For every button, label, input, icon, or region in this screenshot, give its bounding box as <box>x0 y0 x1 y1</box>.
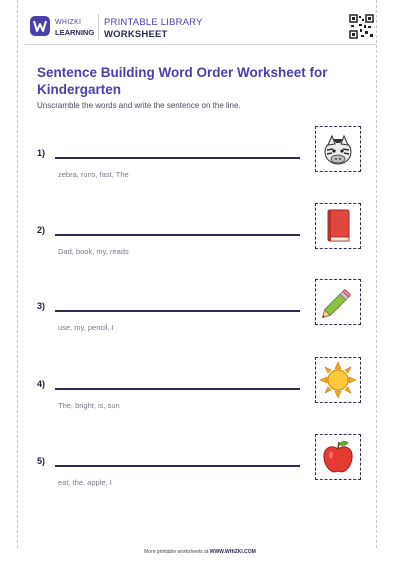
answer-line[interactable] <box>55 388 300 390</box>
answer-line[interactable] <box>55 310 300 312</box>
question-item <box>0 148 400 208</box>
footer-link[interactable]: WWW.WHIZKI.COM <box>209 549 256 555</box>
zebra-icon <box>319 130 357 168</box>
instructions: Unscramble the words and write the sentence on the line. <box>37 101 241 110</box>
footer-text: More printable worksheets at <box>144 549 209 555</box>
question-number: 3) <box>37 301 46 311</box>
worksheet-label: WORKSHEET <box>104 29 168 40</box>
book-icon <box>319 207 357 245</box>
question-number: 4) <box>37 379 46 389</box>
answer-line[interactable] <box>55 234 300 236</box>
scrambled-words: eat, the, apple, I <box>58 478 112 487</box>
picture-box <box>315 434 361 480</box>
picture-box <box>315 279 361 325</box>
footer <box>0 549 400 555</box>
question-number: 1) <box>37 148 46 158</box>
pencil-icon <box>319 283 357 321</box>
qr-code-icon <box>349 14 374 39</box>
header-divider <box>98 14 99 40</box>
library-label: PRINTABLE LIBRARY <box>104 17 203 28</box>
question-item <box>0 379 400 439</box>
brand-name: WHIZKI <box>55 19 82 26</box>
question-item <box>0 301 400 361</box>
whizki-logo-icon <box>30 16 50 36</box>
picture-box <box>315 357 361 403</box>
picture-box <box>315 126 361 172</box>
apple-icon <box>319 438 357 476</box>
answer-line[interactable] <box>55 465 300 467</box>
worksheet-title: Sentence Building Word Order Worksheet for Kindergarten <box>37 65 328 97</box>
scrambled-words: use, my, pencil, I <box>58 323 114 332</box>
picture-box <box>315 203 361 249</box>
sun-icon <box>319 361 357 399</box>
brand-subname: LEARNING <box>55 28 95 37</box>
header-rule <box>24 44 376 45</box>
scrambled-words: Dad, book, my, reads <box>58 247 129 256</box>
answer-line[interactable] <box>55 157 300 159</box>
scrambled-words: The, bright, is, sun <box>58 401 120 410</box>
header <box>24 10 376 44</box>
question-item <box>0 456 400 516</box>
scrambled-words: zebra, runs, fast, The <box>58 170 129 179</box>
question-number: 2) <box>37 225 46 235</box>
question-number: 5) <box>37 456 46 466</box>
question-item <box>0 225 400 285</box>
